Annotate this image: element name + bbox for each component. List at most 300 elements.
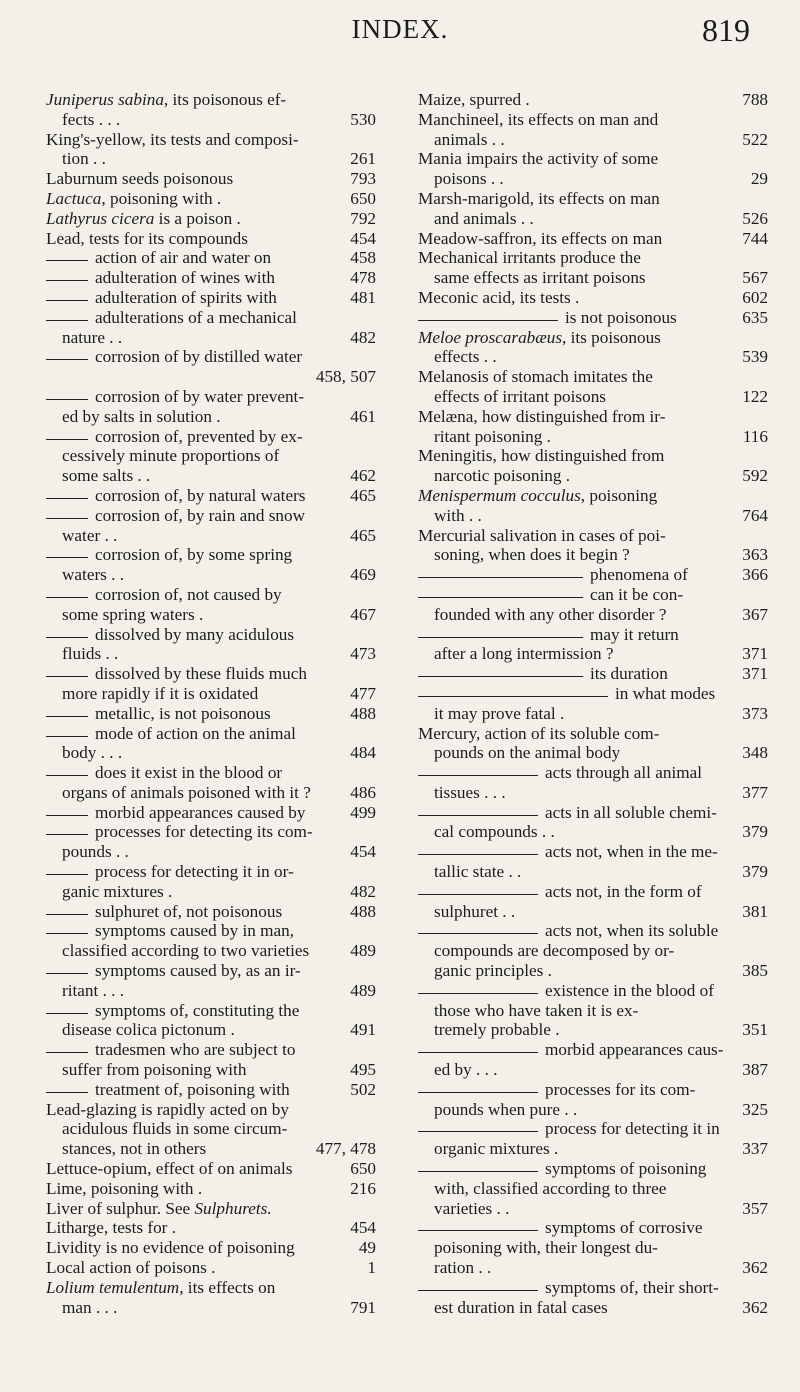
ditto-rule [418, 854, 538, 855]
index-line [46, 902, 376, 922]
index-entry-text: phenomena of [590, 565, 688, 585]
index-line [46, 882, 376, 902]
index-entry [46, 585, 376, 625]
index-line [46, 565, 376, 585]
index-entry-text: Lettuce-opium, effect of on animals [46, 1159, 293, 1179]
index-entry [418, 724, 768, 764]
ditto-rule [46, 1052, 88, 1053]
index-entry [46, 1258, 376, 1278]
index-line [46, 1100, 376, 1120]
ditto-rule [418, 1131, 538, 1132]
index-line [46, 130, 376, 150]
index-entry-text: Melæna, how distinguished from ir- [418, 406, 666, 426]
index-page-ref: 122 [742, 386, 768, 406]
index-entry [46, 704, 376, 724]
ditto-rule [46, 280, 88, 281]
index-line [46, 1001, 376, 1021]
index-line [418, 625, 768, 645]
index-entry [46, 1080, 376, 1100]
index-entry-text: organs of animals poisoned with it ? [62, 782, 311, 802]
index-entry-text: and animals . . [434, 208, 534, 228]
index-line [46, 169, 376, 189]
index-page-ref: 764 [742, 505, 768, 525]
index-line [46, 625, 376, 645]
index-entry-text: Menispermum cocculus, poisoning [418, 485, 658, 505]
index-line [418, 149, 768, 169]
index-entry [46, 427, 376, 486]
index-page-ref: 465 [350, 525, 376, 545]
index-page-ref: 377 [742, 782, 768, 802]
ditto-rule [46, 874, 88, 875]
index-line [418, 803, 768, 823]
index-entry-text: some salts . . [62, 466, 151, 486]
index-entry-text: acts not, when its soluble [545, 921, 719, 941]
ditto-rule [418, 696, 608, 697]
index-line [418, 1218, 768, 1238]
index-page-ref: 216 [350, 1178, 376, 1198]
index-line [418, 565, 768, 585]
index-entry-text: Lathyrus cicera is a poison . [46, 208, 241, 228]
index-entry-text: tremely probable . [434, 1020, 560, 1040]
ditto-rule [46, 736, 88, 737]
index-page-ref: 792 [350, 208, 376, 228]
index-line [418, 110, 768, 130]
index-entry [46, 763, 376, 803]
index-entry-text: est duration in fatal cases [434, 1297, 608, 1317]
index-entry [418, 1218, 768, 1277]
index-page-ref: 366 [742, 565, 768, 585]
index-entry [418, 446, 768, 486]
index-entry-text: narcotic poisoning . [434, 466, 571, 486]
index-page-ref: 522 [742, 129, 768, 149]
index-entry [418, 981, 768, 1040]
index-line [46, 1278, 376, 1298]
index-entry-text: organic mixtures . [434, 1139, 559, 1159]
index-entry-text: may it return [590, 624, 679, 644]
index-entry-text: effects of irritant poisons [434, 386, 606, 406]
index-line [46, 862, 376, 882]
index-line [46, 110, 376, 130]
index-entry-text: Maize, spurred . [418, 90, 530, 109]
index-entry [46, 229, 376, 249]
index-entry-text: corrosion of, by some spring [95, 545, 293, 565]
index-line [46, 268, 376, 288]
index-entry-text: ganic mixtures . [62, 881, 173, 901]
index-entry-text: water . . [62, 525, 118, 545]
index-entry [418, 248, 768, 288]
ditto-rule [418, 676, 583, 677]
index-page-ref: 381 [742, 901, 768, 921]
index-entry-text: stances, not in others [62, 1139, 207, 1159]
index-entry-text: adulteration of spirits with [95, 287, 277, 307]
index-entry-text: symptoms caused by, as an ir- [95, 961, 301, 981]
index-line [418, 644, 768, 664]
index-line [418, 248, 768, 268]
index-line [418, 862, 768, 882]
index-page-ref: 469 [350, 565, 376, 585]
index-entry-text: Marsh-marigold, its effects on man [418, 188, 660, 208]
index-line [46, 209, 376, 229]
index-entry-text: adulterations of a mechanical [95, 307, 297, 327]
index-line [418, 387, 768, 407]
index-line [46, 842, 376, 862]
index-entry-text: Lead, tests for its compounds [46, 228, 248, 248]
index-entry-text: acts not, in the form of [545, 881, 702, 901]
index-page-ref: 49 [358, 1238, 376, 1258]
index-entry-text: symptoms caused by in man, [95, 921, 295, 941]
index-entry [418, 842, 768, 882]
index-line [418, 209, 768, 229]
index-entry [418, 625, 768, 665]
index-line [418, 427, 768, 447]
index-page-ref: 348 [742, 743, 768, 763]
index-entry-text: Melanosis of stomach imitates the [418, 367, 653, 387]
index-entry-text: compounds are decomposed by or- [434, 941, 675, 961]
index-line [418, 466, 768, 486]
ditto-rule [46, 498, 88, 499]
index-line [418, 268, 768, 288]
index-line [418, 1278, 768, 1298]
index-entry-text: it may prove fatal . [434, 703, 565, 723]
index-entry [46, 268, 376, 288]
index-line [46, 308, 376, 328]
ditto-rule [46, 716, 88, 717]
index-entry [46, 506, 376, 546]
index-entry [46, 862, 376, 902]
index-page-ref: 478 [350, 268, 376, 288]
index-page-ref: 473 [350, 644, 376, 664]
index-entry [46, 625, 376, 665]
index-entry-text: Mania impairs the activity of some [418, 149, 659, 169]
index-page-ref: 488 [350, 901, 376, 921]
index-page-ref: 502 [350, 1079, 376, 1099]
index-page-ref: 602 [742, 287, 768, 307]
index-entry-text: symptoms of poisoning [545, 1159, 707, 1179]
index-entry-text: tissues . . . [434, 782, 506, 802]
ditto-rule [418, 1230, 538, 1231]
index-line [46, 684, 376, 704]
index-entry-text: fects . . . [62, 109, 121, 129]
index-entry [46, 130, 376, 170]
index-line [46, 1119, 376, 1139]
ditto-rule [418, 1052, 538, 1053]
index-page-ref: 793 [350, 169, 376, 189]
index-entry-text: tallic state . . [434, 862, 522, 882]
index-entry [46, 169, 376, 189]
index-entry [46, 921, 376, 961]
index-entry-text: ration . . [434, 1258, 492, 1278]
index-entry-text: suffer from poisoning with [62, 1060, 247, 1080]
index-line [46, 189, 376, 209]
index-entry-text: Mercury, action of its soluble com- [418, 723, 660, 743]
ditto-rule [46, 518, 88, 519]
index-line [46, 803, 376, 823]
ditto-rule [418, 933, 538, 934]
index-page-ref: 454 [350, 842, 376, 862]
index-entry-text: corrosion of, not caused by [95, 584, 282, 604]
index-entry-text: waters . . [62, 565, 125, 585]
index-line [46, 466, 376, 486]
index-entry [46, 1199, 376, 1219]
index-entry [418, 149, 768, 189]
index-entry-text: metallic, is not poisonous [95, 703, 271, 723]
index-line [418, 1258, 768, 1278]
index-entry [418, 565, 768, 585]
index-line [418, 842, 768, 862]
index-page-ref: 477, 478 [315, 1139, 376, 1159]
index-entry-text: process for detecting it in [545, 1119, 720, 1139]
index-line [418, 882, 768, 902]
index-entry-text: soning, when does it begin ? [434, 545, 630, 565]
index-entry-text: those who have taken it is ex- [434, 1000, 639, 1020]
index-entry-text: founded with any other disorder ? [434, 604, 667, 624]
index-entry-text: Juniperus sabina, its poisonous ef- [46, 90, 287, 109]
index-line [418, 902, 768, 922]
index-line [46, 724, 376, 744]
index-entry-text: man . . . [62, 1297, 118, 1317]
index-entry-text: mode of action on the animal [95, 723, 296, 743]
index-entry-text: ed by salts in solution . [62, 406, 221, 426]
index-entry [418, 684, 768, 724]
index-line [46, 1298, 376, 1318]
index-entry-text: ritant . . . [62, 980, 125, 1000]
index-line [418, 605, 768, 625]
index-line [46, 1060, 376, 1080]
index-line [46, 347, 376, 367]
index-page-ref: 489 [350, 980, 376, 1000]
index-entry-text: corrosion of by water prevent- [95, 386, 305, 406]
ditto-rule [46, 1092, 88, 1093]
index-entry [418, 407, 768, 447]
index-entry-text: its duration [590, 664, 668, 684]
index-entry-text: does it exist in the blood or [95, 763, 283, 783]
index-line [418, 724, 768, 744]
index-entry [46, 248, 376, 268]
index-entry [418, 308, 768, 328]
index-line [46, 921, 376, 941]
index-entry-text: disease colica pictonum . [62, 1020, 235, 1040]
index-line [418, 189, 768, 209]
index-entry-text: process for detecting it in or- [95, 862, 294, 882]
index-page-ref: 116 [742, 426, 768, 446]
index-line [418, 684, 768, 704]
index-entry-text: dissolved by many acidulous [95, 624, 295, 644]
index-entry [46, 1179, 376, 1199]
index-line [46, 90, 376, 110]
index-line [418, 486, 768, 506]
index-entry [418, 882, 768, 922]
index-entry-text: Liver of sulphur. See Sulphurets. [46, 1198, 272, 1218]
index-entry [46, 1218, 376, 1238]
index-entry [418, 526, 768, 566]
index-entry [418, 90, 768, 110]
index-line [46, 644, 376, 664]
index-page-ref: 325 [742, 1099, 768, 1119]
index-entry-text: nature . . [62, 327, 123, 347]
index-entry-text: tradesmen who are subject to [95, 1040, 296, 1060]
index-line [418, 288, 768, 308]
index-entry [418, 763, 768, 803]
ditto-rule [46, 597, 88, 598]
index-entry [46, 822, 376, 862]
index-line [46, 545, 376, 565]
index-entry-text: symptoms of corrosive [545, 1218, 703, 1238]
index-page-ref: 482 [350, 327, 376, 347]
index-line [46, 1238, 376, 1258]
index-line [418, 664, 768, 684]
index-entry [418, 1278, 768, 1318]
index-entry-text: Laburnum seeds poisonous [46, 169, 234, 189]
index-page-ref: 567 [742, 268, 768, 288]
index-entry-text: acidulous fluids in some circum- [62, 1119, 288, 1139]
index-entry-text: corrosion of by distilled water [95, 347, 303, 367]
index-page-ref: 461 [350, 406, 376, 426]
index-line [418, 1298, 768, 1318]
index-page-ref: 477 [350, 683, 376, 703]
index-page-ref: 371 [742, 644, 768, 664]
index-entry [418, 288, 768, 308]
index-entry-text: with . . [434, 505, 482, 525]
index-line [46, 1218, 376, 1238]
index-line [418, 130, 768, 150]
index-line [46, 1020, 376, 1040]
index-entry-text: more rapidly if it is oxidated [62, 683, 259, 703]
index-page-ref: 489 [350, 941, 376, 961]
index-line [46, 486, 376, 506]
index-entry [418, 367, 768, 407]
index-line [46, 387, 376, 407]
index-line [418, 347, 768, 367]
index-page-ref: 495 [350, 1060, 376, 1080]
index-line [418, 1159, 768, 1179]
ditto-rule [46, 300, 88, 301]
index-entry [46, 90, 376, 130]
index-entry-text: pounds . . [62, 842, 129, 862]
ditto-rule [418, 894, 538, 895]
index-line [418, 526, 768, 546]
index-page-ref: 488 [350, 703, 376, 723]
index-line [418, 1100, 768, 1120]
index-line [46, 743, 376, 763]
index-line [418, 308, 768, 328]
index-line [418, 981, 768, 1001]
index-column-right [418, 90, 768, 1317]
index-page-ref: 486 [350, 782, 376, 802]
index-line [418, 961, 768, 981]
index-line [46, 328, 376, 348]
index-page-ref: 357 [742, 1198, 768, 1218]
index-page-ref: 371 [742, 664, 768, 684]
index-entry-text: Meloe proscarabæus, its poisonous [418, 327, 661, 347]
index-entry [418, 229, 768, 249]
index-line [418, 1238, 768, 1258]
index-line [46, 1199, 376, 1219]
index-line [418, 585, 768, 605]
index-entry-text: after a long intermission ? [434, 644, 614, 664]
index-entry-text: classified according to two varieties [62, 941, 310, 961]
index-entry-text: animals . . [434, 129, 505, 149]
index-entry-text: cal compounds . . [434, 822, 555, 842]
index-entry-text: tion . . [62, 149, 106, 169]
ditto-rule [418, 320, 558, 321]
index-entry-text: in what modes [615, 683, 716, 703]
index-line [46, 367, 376, 387]
ditto-rule [418, 815, 538, 816]
index-entry-text: Mechanical irritants produce the [418, 248, 641, 268]
index-entry-text: acts in all soluble chemi- [545, 802, 717, 822]
index-entry [46, 308, 376, 348]
index-entry-text: sulphuret of, not poisonous [95, 901, 283, 921]
index-entry [46, 387, 376, 427]
index-entry [418, 1040, 768, 1080]
index-page-ref: 482 [350, 881, 376, 901]
index-entry-text: corrosion of, prevented by ex- [95, 426, 303, 446]
index-page-ref: 362 [742, 1297, 768, 1317]
index-entry-text: can it be con- [590, 584, 684, 604]
index-line [418, 1139, 768, 1159]
index-line [418, 1179, 768, 1199]
index-entry [46, 486, 376, 506]
index-line [46, 1080, 376, 1100]
index-line [46, 248, 376, 268]
index-line [46, 664, 376, 684]
index-entry-text: Lividity is no evidence of poisoning [46, 1238, 295, 1258]
index-entry-text: processes for detecting its com- [95, 822, 313, 842]
index-entry [46, 189, 376, 209]
index-line [418, 545, 768, 565]
index-line [46, 1258, 376, 1278]
index-page-ref: 650 [350, 188, 376, 208]
index-entry-text: adulteration of wines with [95, 268, 275, 288]
index-entry-text: ritant poisoning . [434, 426, 551, 446]
index-line [46, 1159, 376, 1179]
ditto-rule [46, 914, 88, 915]
index-line [418, 1119, 768, 1139]
index-line [46, 427, 376, 447]
index-page-ref: 367 [742, 604, 768, 624]
index-entry-text: Local action of poisons . [46, 1258, 216, 1278]
index-entry [418, 1080, 768, 1120]
ditto-rule [418, 1290, 538, 1291]
ditto-rule [46, 815, 88, 816]
index-entry [418, 921, 768, 980]
index-entry-text: Lactuca, poisoning with . [46, 188, 222, 208]
index-page-ref: 363 [742, 545, 768, 565]
index-page-ref: 362 [742, 1258, 768, 1278]
index-entry-text: corrosion of, by natural waters [95, 485, 306, 505]
index-page-ref: 530 [350, 109, 376, 129]
index-entry-text: Lime, poisoning with . [46, 1178, 203, 1198]
index-entry-text: sulphuret . . [434, 901, 516, 921]
index-entry [418, 664, 768, 684]
index-entry [46, 902, 376, 922]
index-line [418, 783, 768, 803]
ditto-rule [418, 577, 583, 578]
index-line [418, 941, 768, 961]
index-line [46, 229, 376, 249]
index-entry [418, 1159, 768, 1218]
index-entry [418, 486, 768, 526]
index-entry-text: pounds when pure . . [434, 1099, 578, 1119]
index-entry-text: fluids . . [62, 644, 119, 664]
index-entry-text: morbid appearances caus- [545, 1040, 724, 1060]
index-entry [46, 1238, 376, 1258]
index-line [418, 328, 768, 348]
index-page-ref: 385 [742, 961, 768, 981]
index-page-ref: 337 [742, 1139, 768, 1159]
index-entry-text: Meconic acid, its tests . [418, 287, 580, 307]
index-entry [46, 961, 376, 1001]
